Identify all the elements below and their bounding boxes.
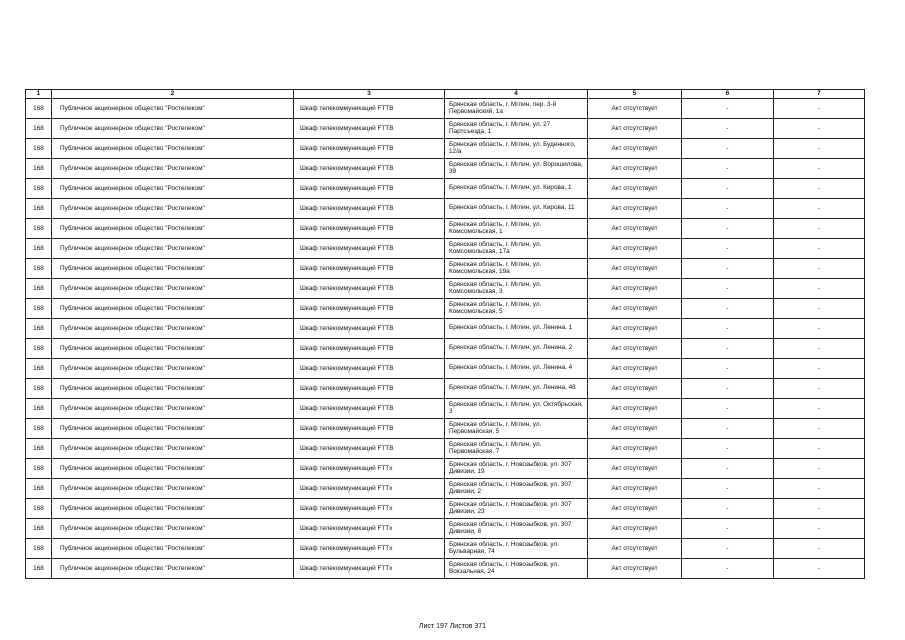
row-number-cell: 168 [26,479,52,499]
page-counter: Лист 197 Листов 371 [418,623,487,630]
address-cell: Брянская область, г. Новозыбков, ул. 307 Дивизии, 8 [445,519,588,539]
address-cell: Брянская область, г. Мглин, пер. 3-й Первомайский, 1а [445,99,588,119]
address-cell: Брянская область, г. Мглин, ул. Ленина, 1 [445,319,588,339]
row-number-cell: 168 [26,399,52,419]
table-row [26,519,865,539]
column-7-cell: - [774,179,865,199]
row-number-cell: 168 [26,379,52,399]
address-cell: Брянская область, г. Новозыбков, ул. 307 Дивизии, 2 [445,479,588,499]
column-7-cell: - [774,219,865,239]
column-6-cell: - [682,239,774,259]
act-status-cell: Акт отсутствует [588,139,682,159]
address-cell: Брянская область, г. Мглин, ул. Комсомольская, 1 [445,219,588,239]
column-7-cell: - [774,479,865,499]
table-row [26,479,865,499]
act-status-cell: Акт отсутствует [588,159,682,179]
column-6-cell: - [682,339,774,359]
table-row [26,559,865,579]
object-type-cell: Шкаф телекоммуникаций FTTB [294,179,445,199]
owner-cell: Публичное акционерное общество "Ростелеком" [52,419,294,439]
column-6-cell: - [682,519,774,539]
act-status-cell: Акт отсутствует [588,519,682,539]
column-6-cell: - [682,99,774,119]
row-number-cell: 168 [26,239,52,259]
object-type-cell: Шкаф телекоммуникаций FTTx [294,519,445,539]
column-6-cell: - [682,299,774,319]
object-type-cell: Шкаф телекоммуникаций FTTx [294,499,445,519]
table-row [26,419,865,439]
column-7-cell: - [774,519,865,539]
row-number-cell: 168 [26,139,52,159]
header-cell-3: 3 [294,90,445,99]
column-6-cell: - [682,439,774,459]
header-cell-4: 4 [445,90,588,99]
table-row [26,259,865,279]
column-7-cell: - [774,199,865,219]
row-number-cell: 168 [26,299,52,319]
object-type-cell: Шкаф телекоммуникаций FTTx [294,539,445,559]
act-status-cell: Акт отсутствует [588,499,682,519]
object-type-cell: Шкаф телекоммуникаций FTTB [294,379,445,399]
row-number-cell: 168 [26,339,52,359]
header-cell-1: 1 [26,90,52,99]
object-type-cell: Шкаф телекоммуникаций FTTB [294,219,445,239]
table-row [26,379,865,399]
act-status-cell: Акт отсутствует [588,199,682,219]
row-number-cell: 168 [26,359,52,379]
column-7-cell: - [774,159,865,179]
act-status-cell: Акт отсутствует [588,219,682,239]
object-type-cell: Шкаф телекоммуникаций FTTB [294,299,445,319]
column-7-cell: - [774,379,865,399]
object-type-cell: Шкаф телекоммуникаций FTTB [294,319,445,339]
address-cell: Брянская область, г. Мглин, ул. Кирова, 11 [445,199,588,219]
object-type-cell: Шкаф телекоммуникаций FTTB [294,439,445,459]
row-number-cell: 168 [26,199,52,219]
object-type-cell: Шкаф телекоммуникаций FTTx [294,479,445,499]
row-number-cell: 168 [26,419,52,439]
row-number-cell: 168 [26,499,52,519]
table-row [26,99,865,119]
table-row [26,199,865,219]
act-status-cell: Акт отсутствует [588,239,682,259]
column-6-cell: - [682,539,774,559]
header-cell-5: 5 [588,90,682,99]
address-cell: Брянская область, г. Мглин, ул. Октябрьская, 3 [445,399,588,419]
column-7-cell: - [774,319,865,339]
row-number-cell: 168 [26,159,52,179]
column-6-cell: - [682,559,774,579]
table-row [26,319,865,339]
act-status-cell: Акт отсутствует [588,279,682,299]
owner-cell: Публичное акционерное общество "Ростелеком" [52,119,294,139]
column-6-cell: - [682,499,774,519]
address-cell: Брянская область, г. Мглин, ул. Первомайская, 7 [445,439,588,459]
table-row [26,119,865,139]
row-number-cell: 168 [26,179,52,199]
object-type-cell: Шкаф телекоммуникаций FTTB [294,159,445,179]
column-7-cell: - [774,139,865,159]
column-6-cell: - [682,359,774,379]
act-status-cell: Акт отсутствует [588,419,682,439]
owner-cell: Публичное акционерное общество "Ростелеком" [52,319,294,339]
column-7-cell: - [774,99,865,119]
address-cell: Брянская область, г. Мглин, ул. Комсомольская, 19а [445,259,588,279]
owner-cell: Публичное акционерное общество "Ростелеком" [52,139,294,159]
object-type-cell: Шкаф телекоммуникаций FTTB [294,359,445,379]
object-type-cell: Шкаф телекоммуникаций FTTB [294,119,445,139]
row-number-cell: 168 [26,439,52,459]
owner-cell: Публичное акционерное общество "Ростелеком" [52,359,294,379]
header-cell-2: 2 [52,90,294,99]
owner-cell: Публичное акционерное общество "Ростелеком" [52,299,294,319]
column-7-cell: - [774,499,865,519]
object-type-cell: Шкаф телекоммуникаций FTTB [294,199,445,219]
table-row [26,219,865,239]
column-6-cell: - [682,159,774,179]
object-type-cell: Шкаф телекоммуникаций FTTB [294,419,445,439]
owner-cell: Публичное акционерное общество "Ростелеком" [52,519,294,539]
act-status-cell: Акт отсутствует [588,299,682,319]
address-cell: Брянская область, г. Новозыбков, ул. 307 Дивизии, 19 [445,459,588,479]
registry-table [25,89,865,579]
column-7-cell: - [774,539,865,559]
address-cell: Брянская область, г. Мглин, ул. Комсомольская, 3 [445,279,588,299]
object-type-cell: Шкаф телекоммуникаций FTTB [294,239,445,259]
row-number-cell: 168 [26,119,52,139]
act-status-cell: Акт отсутствует [588,339,682,359]
column-6-cell: - [682,459,774,479]
table-row [26,539,865,559]
address-cell: Брянская область, г. Новозыбков, ул. 307 Дивизии, 23 [445,499,588,519]
row-number-cell: 168 [26,319,52,339]
column-6-cell: - [682,179,774,199]
header-cell-7: 7 [774,90,865,99]
column-6-cell: - [682,259,774,279]
object-type-cell: Шкаф телекоммуникаций FTTB [294,139,445,159]
column-6-cell: - [682,479,774,499]
owner-cell: Публичное акционерное общество "Ростелеком" [52,479,294,499]
table-row [26,139,865,159]
column-7-cell: - [774,299,865,319]
owner-cell: Публичное акционерное общество "Ростелеком" [52,99,294,119]
column-6-cell: - [682,279,774,299]
column-6-cell: - [682,419,774,439]
address-cell: Брянская область, г. Мглин, ул. Ворошилова, 39 [445,159,588,179]
address-cell: Брянская область, г. Мглин, ул. Ленина, 48 [445,379,588,399]
column-6-cell: - [682,139,774,159]
address-cell: Брянская область, г. Новозыбков, ул. Бульварная, 74 [445,539,588,559]
row-number-cell: 168 [26,459,52,479]
table-row [26,439,865,459]
act-status-cell: Акт отсутствует [588,479,682,499]
owner-cell: Публичное акционерное общество "Ростелеком" [52,439,294,459]
owner-cell: Публичное акционерное общество "Ростелеком" [52,339,294,359]
header-row [26,90,865,99]
row-number-cell: 168 [26,519,52,539]
object-type-cell: Шкаф телекоммуникаций FTTB [294,339,445,359]
address-cell: Брянская область, г. Мглин, ул. Комсомольская, 5 [445,299,588,319]
owner-cell: Публичное акционерное общество "Ростелеком" [52,239,294,259]
address-cell: Брянская область, г. Мглин, ул. Первомайская, 5 [445,419,588,439]
table-row [26,239,865,259]
table-row [26,459,865,479]
column-7-cell: - [774,259,865,279]
owner-cell: Публичное акционерное общество "Ростелеком" [52,539,294,559]
column-7-cell: - [774,399,865,419]
row-number-cell: 168 [26,259,52,279]
owner-cell: Публичное акционерное общество "Ростелеком" [52,559,294,579]
owner-cell: Публичное акционерное общество "Ростелеком" [52,459,294,479]
act-status-cell: Акт отсутствует [588,439,682,459]
column-7-cell: - [774,279,865,299]
row-number-cell: 168 [26,99,52,119]
act-status-cell: Акт отсутствует [588,539,682,559]
table-row [26,359,865,379]
object-type-cell: Шкаф телекоммуникаций FTTB [294,399,445,419]
column-6-cell: - [682,119,774,139]
column-7-cell: - [774,359,865,379]
column-7-cell: - [774,559,865,579]
address-cell: Брянская область, г. Новозыбков, ул. Вокзальная, 24 [445,559,588,579]
table-row [26,299,865,319]
row-number-cell: 168 [26,539,52,559]
header-cell-6: 6 [682,90,774,99]
owner-cell: Публичное акционерное общество "Ростелеком" [52,259,294,279]
table-row [26,399,865,419]
owner-cell: Публичное акционерное общество "Ростелеком" [52,399,294,419]
column-7-cell: - [774,119,865,139]
object-type-cell: Шкаф телекоммуникаций FTTB [294,99,445,119]
act-status-cell: Акт отсутствует [588,559,682,579]
column-6-cell: - [682,219,774,239]
column-6-cell: - [682,199,774,219]
table-row [26,279,865,299]
column-7-cell: - [774,459,865,479]
act-status-cell: Акт отсутствует [588,359,682,379]
owner-cell: Публичное акционерное общество "Ростелеком" [52,179,294,199]
act-status-cell: Акт отсутствует [588,99,682,119]
act-status-cell: Акт отсутствует [588,379,682,399]
owner-cell: Публичное акционерное общество "Ростелеком" [52,279,294,299]
owner-cell: Публичное акционерное общество "Ростелеком" [52,159,294,179]
address-cell: Брянская область, г. Мглин, ул. Ленина, 2 [445,339,588,359]
owner-cell: Публичное акционерное общество "Ростелеком" [52,199,294,219]
column-7-cell: - [774,339,865,359]
owner-cell: Публичное акционерное общество "Ростелеком" [52,219,294,239]
table-row [26,179,865,199]
object-type-cell: Шкаф телекоммуникаций FTTx [294,459,445,479]
owner-cell: Публичное акционерное общество "Ростелеком" [52,379,294,399]
table-row [26,159,865,179]
column-7-cell: - [774,439,865,459]
column-6-cell: - [682,379,774,399]
column-7-cell: - [774,239,865,259]
act-status-cell: Акт отсутствует [588,459,682,479]
row-number-cell: 168 [26,219,52,239]
registry-table-body [26,90,865,579]
address-cell: Брянская область, г. Мглин, ул. Кирова, 1 [445,179,588,199]
object-type-cell: Шкаф телекоммуникаций FTTB [294,259,445,279]
address-cell: Брянская область, г. Мглин, ул. Ленина, 4 [445,359,588,379]
act-status-cell: Акт отсутствует [588,399,682,419]
address-cell: Брянская область, г. Мглин, ул. Буденного, 12/а [445,139,588,159]
owner-cell: Публичное акционерное общество "Ростелеком" [52,499,294,519]
table-row [26,499,865,519]
act-status-cell: Акт отсутствует [588,259,682,279]
address-cell: Брянская область, г. Мглин, ул. 27 Партсъезда, 1 [445,119,588,139]
object-type-cell: Шкаф телекоммуникаций FTTx [294,559,445,579]
column-6-cell: - [682,399,774,419]
address-cell: Брянская область, г. Мглин, ул. Комсомольская, 17а [445,239,588,259]
act-status-cell: Акт отсутствует [588,179,682,199]
act-status-cell: Акт отсутствует [588,119,682,139]
row-number-cell: 168 [26,279,52,299]
object-type-cell: Шкаф телекоммуникаций FTTB [294,279,445,299]
row-number-cell: 168 [26,559,52,579]
table-row [26,339,865,359]
column-7-cell: - [774,419,865,439]
act-status-cell: Акт отсутствует [588,319,682,339]
column-6-cell: - [682,319,774,339]
